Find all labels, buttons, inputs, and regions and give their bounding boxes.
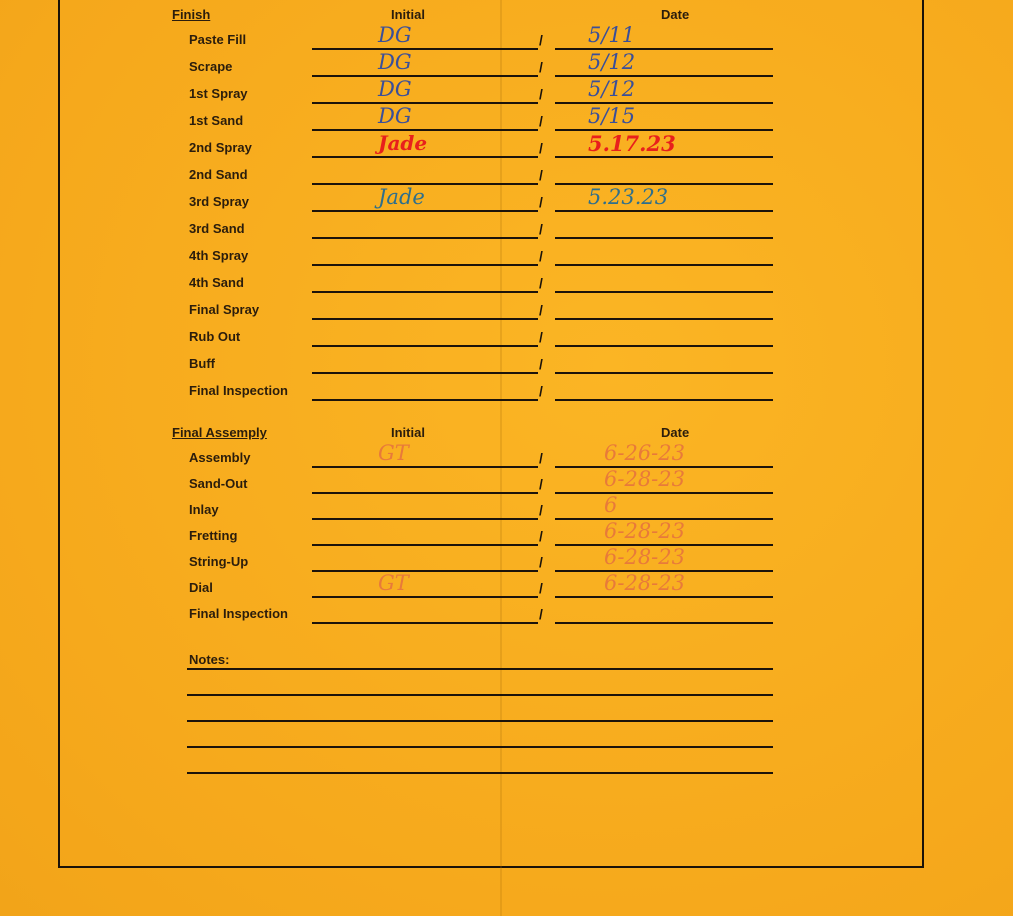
date-handwriting: 5.17.23: [588, 131, 676, 156]
initial-handwriting: DG: [378, 50, 412, 74]
initial-handwriting: DG: [378, 23, 412, 47]
separator-slash: /: [539, 383, 543, 399]
initial-handwriting: Jade: [378, 131, 428, 155]
separator-slash: /: [539, 86, 543, 102]
date-handwriting: 6-28-23: [604, 519, 685, 543]
date-handwriting: 6: [604, 493, 618, 517]
row-label: 1st Sand: [189, 113, 244, 128]
row-label: Buff: [189, 356, 215, 371]
row-label: Rub Out: [189, 329, 241, 344]
initial-line[interactable]: [312, 466, 538, 468]
initial-handwriting: DG: [378, 104, 412, 128]
row-label: Paste Fill: [189, 32, 247, 47]
initial-line[interactable]: [312, 544, 538, 546]
separator-slash: /: [539, 113, 543, 129]
paper-fold: [500, 0, 502, 916]
row-label: 1st Spray: [189, 86, 248, 101]
row-label: 3rd Spray: [189, 194, 249, 209]
date-line[interactable]: [555, 372, 773, 374]
date-handwriting: 5/15: [588, 104, 636, 128]
row-label: 2nd Sand: [189, 167, 248, 182]
initial-handwriting: DG: [378, 77, 412, 101]
separator-slash: /: [539, 329, 543, 345]
notes-line[interactable]: [187, 772, 773, 774]
separator-slash: /: [539, 580, 543, 596]
date-line[interactable]: [555, 318, 773, 320]
separator-slash: /: [539, 554, 543, 570]
date-handwriting: 5/12: [588, 50, 636, 74]
separator-slash: /: [539, 302, 543, 318]
separator-slash: /: [539, 248, 543, 264]
initial-handwriting: GT: [378, 571, 409, 595]
initial-line[interactable]: [312, 492, 538, 494]
row-label: Inlay: [189, 502, 219, 517]
initial-line[interactable]: [312, 596, 538, 598]
initial-line[interactable]: [312, 518, 538, 520]
notes-label: Notes:: [189, 652, 230, 667]
finish-date-header: Date: [661, 7, 690, 22]
notes-line[interactable]: [187, 746, 773, 748]
separator-slash: /: [539, 32, 543, 48]
date-line[interactable]: [555, 596, 773, 598]
row-label: Dial: [189, 580, 213, 595]
initial-line[interactable]: [312, 264, 538, 266]
row-label: 4th Spray: [189, 248, 249, 263]
initial-line[interactable]: [312, 291, 538, 293]
date-handwriting: 6-28-23: [604, 467, 685, 491]
date-handwriting: 5.23.23: [588, 185, 669, 209]
initial-line[interactable]: [312, 102, 538, 104]
row-label: 2nd Spray: [189, 140, 252, 155]
date-line[interactable]: [555, 492, 773, 494]
initial-line[interactable]: [312, 399, 538, 401]
initial-line[interactable]: [312, 372, 538, 374]
finish-initial-header: Initial: [391, 7, 425, 22]
row-label: Scrape: [189, 59, 233, 74]
date-handwriting: 6-28-23: [604, 545, 685, 569]
separator-slash: /: [539, 167, 543, 183]
initial-handwriting: Jade: [378, 185, 425, 209]
separator-slash: /: [539, 502, 543, 518]
initial-line[interactable]: [312, 48, 538, 50]
separator-slash: /: [539, 275, 543, 291]
separator-slash: /: [539, 194, 543, 210]
date-line[interactable]: [555, 399, 773, 401]
initial-handwriting: GT: [378, 441, 409, 465]
initial-line[interactable]: [312, 183, 538, 185]
row-label: 4th Sand: [189, 275, 244, 290]
date-handwriting: 6-28-23: [604, 571, 685, 595]
date-line[interactable]: [555, 156, 773, 158]
row-label: Sand-Out: [189, 476, 248, 491]
date-line[interactable]: [555, 264, 773, 266]
separator-slash: /: [539, 356, 543, 372]
separator-slash: /: [539, 476, 543, 492]
row-label: String-Up: [189, 554, 249, 569]
separator-slash: /: [539, 606, 543, 622]
separator-slash: /: [539, 528, 543, 544]
initial-line[interactable]: [312, 318, 538, 320]
date-line[interactable]: [555, 622, 773, 624]
assembly-initial-header: Initial: [391, 425, 425, 440]
initial-line[interactable]: [312, 345, 538, 347]
row-label: Fretting: [189, 528, 238, 543]
notes-line[interactable]: [187, 694, 773, 696]
row-label: Final Spray: [189, 302, 260, 317]
notes-line[interactable]: [187, 668, 773, 670]
finish-section-title: Finish: [172, 7, 211, 22]
date-handwriting: 5/11: [588, 23, 636, 47]
notes-line[interactable]: [187, 720, 773, 722]
initial-line[interactable]: [312, 570, 538, 572]
row-label: Final Inspection: [189, 383, 288, 398]
row-label: 3rd Sand: [189, 221, 245, 236]
separator-slash: /: [539, 221, 543, 237]
date-line[interactable]: [555, 345, 773, 347]
date-line[interactable]: [555, 291, 773, 293]
row-label: Assembly: [189, 450, 251, 465]
row-label: Final Inspection: [189, 606, 288, 621]
assembly-section-title: Final Assemply: [172, 425, 267, 440]
date-handwriting: 5/12: [588, 77, 636, 101]
initial-line[interactable]: [312, 622, 538, 624]
date-line[interactable]: [555, 237, 773, 239]
separator-slash: /: [539, 450, 543, 466]
initial-line[interactable]: [312, 210, 538, 212]
initial-line[interactable]: [312, 237, 538, 239]
initial-line[interactable]: [312, 75, 538, 77]
separator-slash: /: [539, 59, 543, 75]
separator-slash: /: [539, 140, 543, 156]
initial-line[interactable]: [312, 156, 538, 158]
date-handwriting: 6-26-23: [604, 441, 685, 465]
date-line[interactable]: [555, 210, 773, 212]
assembly-date-header: Date: [661, 425, 690, 440]
